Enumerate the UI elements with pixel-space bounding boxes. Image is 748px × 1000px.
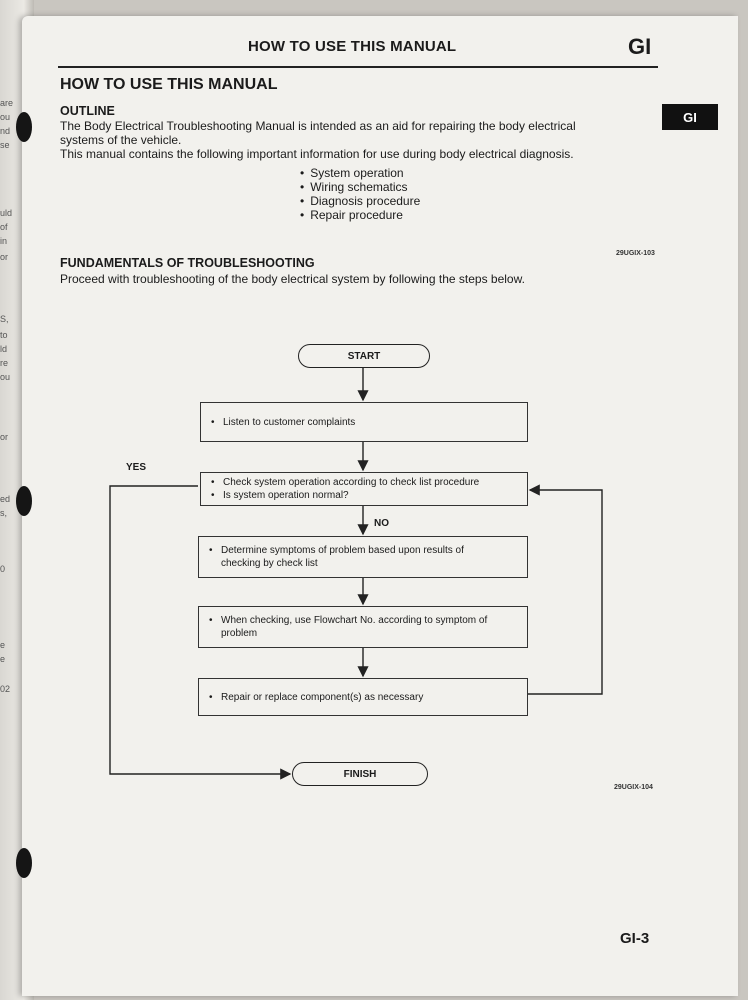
no-label: NO [374, 518, 389, 529]
prev-page-text: s, [0, 508, 8, 518]
prev-page-text: are [0, 98, 14, 108]
fundamentals-text: Proceed with troubleshooting of the body electrical system by following the steps below. [60, 272, 525, 286]
prev-page-text: or [0, 432, 9, 442]
prev-page-text: of [0, 222, 8, 232]
list-item: • Wiring schematics [300, 180, 420, 194]
step-text: Is system operation normal? [223, 490, 349, 501]
bullet: • [211, 490, 215, 501]
flowchart-finish: FINISH [292, 762, 428, 786]
yes-label: YES [126, 462, 147, 473]
step-text: problem [221, 628, 258, 639]
flowchart-start: START [298, 344, 430, 368]
prev-page-text: or [0, 252, 9, 262]
prev-page-text: to [0, 330, 8, 340]
bullet: • [209, 615, 213, 626]
prev-page-text: uld [0, 208, 13, 218]
figure-code: 29UGIX-103 [616, 250, 655, 257]
step-text: Check system operation according to check list procedure [223, 477, 480, 488]
prev-page-text: ou [0, 112, 11, 122]
step-text: checking by check list [221, 558, 318, 569]
outline-text-2: systems of the vehicle. [60, 133, 182, 147]
flowchart-step-check [200, 472, 528, 506]
prev-page-text: se [0, 140, 10, 150]
prev-page-text: ou [0, 372, 11, 382]
flowchart-step-listen [200, 402, 528, 442]
figure-code: 29UGIX-104 [614, 784, 653, 791]
flowchart-connectors [22, 16, 738, 996]
flowchart-step-repair [198, 678, 528, 716]
outline-text-3: This manual contains the following important information for use during body electrical diagnosis. [60, 147, 574, 161]
step-text: When checking, use Flowchart No. according to symptom of [221, 615, 488, 626]
loop-back-arrow [528, 490, 602, 694]
prev-page-text: 02 [0, 684, 11, 694]
bullet: • [209, 691, 213, 703]
section-tab: GI [662, 104, 718, 130]
list-item: • Repair procedure [300, 208, 420, 222]
manual-page [22, 16, 738, 996]
running-header-section-code: GI [628, 34, 652, 59]
prev-page-text: re [0, 358, 9, 368]
prev-page-text: nd [0, 126, 11, 136]
step-text: Determine symptoms of problem based upon results of [221, 545, 464, 556]
bullet: • [211, 416, 215, 428]
fundamentals-heading: FUNDAMENTALS OF TROUBLESHOOTING [60, 256, 315, 270]
prev-page-text: e [0, 654, 6, 664]
prev-page-text: S, [0, 314, 9, 324]
flowchart-step-determine [198, 536, 528, 578]
bullet: • [209, 545, 213, 556]
page-number: GI-3 [620, 930, 650, 947]
outline-heading: OUTLINE [60, 104, 115, 118]
running-header-title: HOW TO USE THIS MANUAL [248, 38, 457, 55]
list-item: • System operation [300, 166, 420, 180]
step-text: Repair or replace component(s) as necessary [221, 691, 424, 703]
prev-page-text: e [0, 640, 6, 650]
flowchart-step-flowchart-no [198, 606, 528, 648]
bullet: • [211, 477, 215, 488]
prev-page-text: ed [0, 494, 11, 504]
outline-text-1: The Body Electrical Troubleshooting Manual is intended as an aid for repairing the body electrical [60, 119, 576, 133]
section-title: HOW TO USE THIS MANUAL [60, 76, 278, 93]
step-text: Listen to customer complaints [223, 416, 356, 428]
list-item: • Diagnosis procedure [300, 194, 420, 208]
prev-page-text: ld [0, 344, 8, 354]
prev-page-text: in [0, 236, 8, 246]
prev-page-text: 0 [0, 564, 6, 574]
